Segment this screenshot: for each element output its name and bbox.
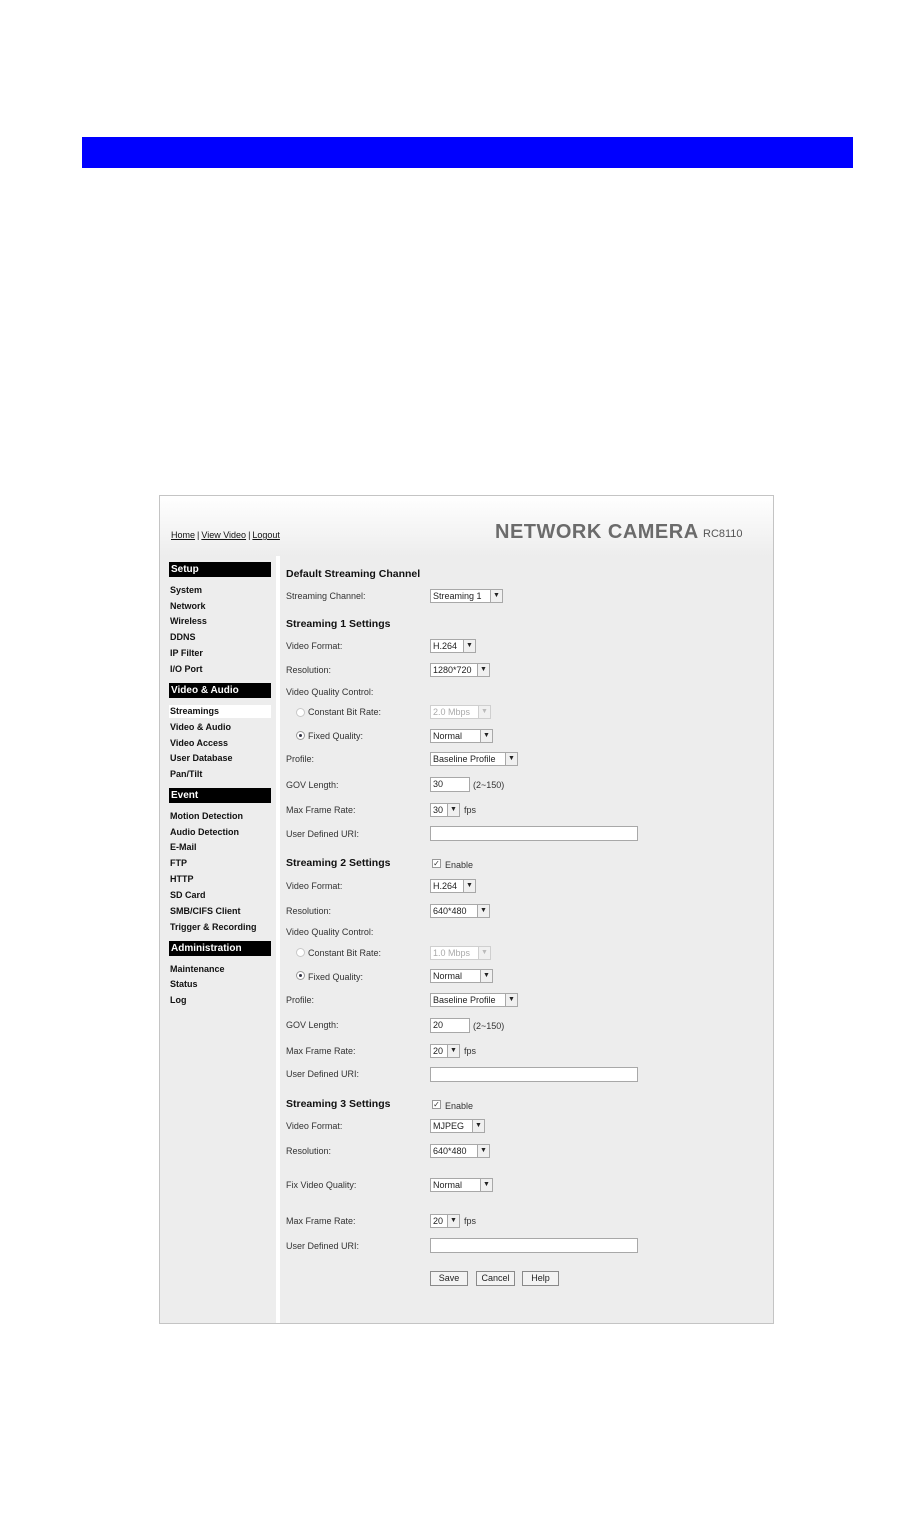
sidebar-item-io-port[interactable]: I/O Port bbox=[170, 664, 203, 674]
dropdown-arrow-icon: ▼ bbox=[463, 640, 475, 652]
stream3-resolution-select[interactable] bbox=[430, 1144, 490, 1158]
stream3-fix-quality-select[interactable] bbox=[430, 1178, 493, 1192]
dropdown-arrow-icon: ▼ bbox=[478, 706, 490, 718]
sidebar-nav bbox=[160, 556, 276, 1323]
stream1-gov-input[interactable]: 30 bbox=[430, 777, 470, 792]
dropdown-arrow-icon: ▼ bbox=[447, 1215, 459, 1227]
stream1-heading: Streaming 1 Settings bbox=[286, 618, 391, 630]
stream2-video-format-select[interactable] bbox=[430, 879, 476, 893]
sidebar-item-audio-detection[interactable]: Audio Detection bbox=[170, 827, 239, 837]
stream2-heading: Streaming 2 Settings bbox=[286, 857, 391, 869]
sidebar-item-video-audio[interactable]: Video & Audio bbox=[170, 722, 232, 732]
stream1-profile-select[interactable] bbox=[430, 752, 518, 766]
model-number: RC8110 bbox=[703, 528, 743, 540]
sidebar-section-setup: Setup bbox=[169, 562, 271, 577]
sidebar-item-network[interactable]: Network bbox=[170, 601, 206, 611]
stream2-cbr-radio[interactable] bbox=[296, 948, 305, 957]
dropdown-arrow-icon: ▼ bbox=[447, 1045, 459, 1057]
stream3-enable-checkbox[interactable]: ✓ bbox=[433, 1100, 440, 1109]
select-value: 640*480 bbox=[433, 906, 467, 916]
select-value: 1280*720 bbox=[433, 665, 472, 675]
select-value: 1.0 Mbps bbox=[433, 948, 471, 958]
link-separator: | bbox=[197, 530, 200, 540]
home-link[interactable]: Home bbox=[171, 530, 196, 540]
select-value: Normal bbox=[433, 1180, 463, 1190]
stream1-cbr-radio[interactable] bbox=[296, 708, 305, 717]
dropdown-arrow-icon: ▼ bbox=[447, 804, 459, 816]
blue-title-banner bbox=[82, 137, 853, 168]
sidebar-item-trigger-recording[interactable]: Trigger & Recording bbox=[170, 922, 257, 932]
stream3-fix-quality-label: Fix Video Quality: bbox=[286, 1180, 357, 1190]
select-value: 20 bbox=[433, 1046, 444, 1056]
select-value: Streaming 1 bbox=[433, 591, 482, 601]
streaming-settings-form bbox=[286, 556, 766, 1316]
top-links bbox=[171, 530, 280, 540]
select-value: MJPEG bbox=[433, 1121, 465, 1131]
stream3-enable-label: Enable bbox=[445, 1101, 474, 1111]
default-channel-heading: Default Streaming Channel bbox=[286, 568, 421, 580]
dropdown-arrow-icon: ▼ bbox=[463, 880, 475, 892]
stream2-profile-select[interactable] bbox=[430, 993, 518, 1007]
sidebar-section-administration: Administration bbox=[169, 941, 271, 956]
stream2-uri-label: User Defined URI: bbox=[286, 1069, 360, 1079]
stream2-gov-input[interactable]: 20 bbox=[430, 1018, 470, 1033]
dropdown-arrow-icon: ▼ bbox=[477, 664, 489, 676]
select-value: Baseline Profile bbox=[433, 754, 496, 764]
select-value: 640*480 bbox=[433, 1146, 467, 1156]
stream3-fps-label: Max Frame Rate: bbox=[286, 1216, 356, 1226]
dropdown-arrow-icon: ▼ bbox=[505, 753, 517, 765]
sidebar-divider bbox=[276, 556, 280, 1323]
dropdown-arrow-icon: ▼ bbox=[480, 730, 492, 742]
camera-settings-window bbox=[159, 495, 774, 1324]
sidebar-item-status[interactable]: Status bbox=[170, 979, 198, 989]
stream2-fixed-quality-select[interactable] bbox=[430, 969, 493, 983]
sidebar-item-email[interactable]: E-Mail bbox=[170, 842, 197, 852]
stream3-heading: Streaming 3 Settings bbox=[286, 1098, 391, 1110]
stream2-fps-select[interactable] bbox=[430, 1044, 460, 1058]
stream3-video-format-label: Video Format: bbox=[286, 1121, 343, 1131]
streaming-channel-label: Streaming Channel: bbox=[286, 591, 366, 601]
sidebar-item-sd-card[interactable]: SD Card bbox=[170, 890, 206, 900]
dropdown-arrow-icon: ▼ bbox=[480, 970, 492, 982]
sidebar-item-streamings[interactable]: Streamings bbox=[169, 705, 271, 718]
sidebar-item-http[interactable]: HTTP bbox=[170, 874, 194, 884]
stream1-cbr-select[interactable] bbox=[430, 705, 491, 719]
stream1-cbr-label: Constant Bit Rate: bbox=[308, 707, 382, 717]
page-header bbox=[160, 496, 773, 556]
stream1-gov-range: (2~150) bbox=[473, 780, 505, 790]
select-value: 30 bbox=[433, 805, 444, 815]
help-button[interactable]: Help bbox=[522, 1271, 559, 1286]
sidebar-item-video-access[interactable]: Video Access bbox=[170, 738, 229, 748]
stream2-fps-label: Max Frame Rate: bbox=[286, 1046, 356, 1056]
select-value: 2.0 Mbps bbox=[433, 707, 471, 717]
stream2-gov-range: (2~150) bbox=[473, 1021, 505, 1031]
stream1-gov-label: GOV Length: bbox=[286, 780, 339, 790]
select-value: Normal bbox=[433, 731, 463, 741]
sidebar-item-system[interactable]: System bbox=[170, 585, 203, 595]
stream2-fps-unit: fps bbox=[464, 1046, 477, 1056]
dropdown-arrow-icon: ▼ bbox=[477, 1145, 489, 1157]
stream1-profile-label: Profile: bbox=[286, 754, 315, 764]
select-value: H.264 bbox=[433, 881, 458, 891]
stream1-quality-control-label: Video Quality Control: bbox=[286, 687, 374, 697]
sidebar-section-event: Event bbox=[169, 788, 271, 803]
stream2-uri-input[interactable] bbox=[430, 1067, 638, 1082]
save-button[interactable]: Save bbox=[430, 1271, 468, 1286]
stream2-profile-label: Profile: bbox=[286, 995, 315, 1005]
stream1-fps-select[interactable] bbox=[430, 803, 460, 817]
stream2-resolution-label: Resolution: bbox=[286, 906, 332, 916]
stream3-video-format-select[interactable] bbox=[430, 1119, 485, 1133]
stream2-cbr-label: Constant Bit Rate: bbox=[308, 948, 382, 958]
stream1-fps-label: Max Frame Rate: bbox=[286, 805, 356, 815]
stream2-quality-control-label: Video Quality Control: bbox=[286, 927, 374, 937]
stream2-fixed-quality-label: Fixed Quality: bbox=[308, 972, 364, 982]
dropdown-arrow-icon: ▼ bbox=[480, 1179, 492, 1191]
dropdown-arrow-icon: ▼ bbox=[472, 1120, 484, 1132]
stream1-video-format-label: Video Format: bbox=[286, 641, 343, 651]
stream3-fps-select[interactable] bbox=[430, 1214, 460, 1228]
stream3-uri-input[interactable] bbox=[430, 1238, 638, 1253]
stream2-video-format-label: Video Format: bbox=[286, 881, 343, 891]
select-value: Baseline Profile bbox=[433, 995, 496, 1005]
view-video-link[interactable]: View Video bbox=[201, 530, 247, 540]
stream1-resolution-select[interactable] bbox=[430, 663, 490, 677]
sidebar-item-log[interactable]: Log bbox=[170, 995, 187, 1005]
sidebar-section-video-audio: Video & Audio bbox=[169, 683, 271, 698]
streaming-channel-select[interactable] bbox=[430, 589, 503, 603]
stream2-fixed-quality-radio[interactable] bbox=[296, 971, 305, 980]
sidebar-item-motion-detection[interactable]: Motion Detection bbox=[170, 811, 243, 821]
cancel-button[interactable]: Cancel bbox=[476, 1271, 515, 1286]
dropdown-arrow-icon: ▼ bbox=[477, 905, 489, 917]
stream3-uri-label: User Defined URI: bbox=[286, 1241, 360, 1251]
stream1-fixed-quality-label: Fixed Quality: bbox=[308, 731, 364, 741]
sidebar-item-ftp[interactable]: FTP bbox=[170, 858, 187, 868]
stream1-video-format-select[interactable] bbox=[430, 639, 476, 653]
dropdown-arrow-icon: ▼ bbox=[478, 947, 490, 959]
stream1-fps-unit: fps bbox=[464, 805, 477, 815]
sidebar-item-user-database[interactable]: User Database bbox=[170, 753, 233, 763]
stream2-enable-label: Enable bbox=[445, 860, 474, 870]
logout-link[interactable]: Logout bbox=[252, 530, 280, 540]
stream1-uri-input[interactable] bbox=[430, 826, 638, 841]
stream3-fps-unit: fps bbox=[464, 1216, 477, 1226]
select-value: 20 bbox=[433, 1216, 444, 1226]
select-value: Normal bbox=[433, 971, 463, 981]
sidebar-item-wireless[interactable]: Wireless bbox=[170, 616, 207, 626]
stream1-fixed-quality-select[interactable] bbox=[430, 729, 493, 743]
select-value: H.264 bbox=[433, 641, 458, 651]
dropdown-arrow-icon: ▼ bbox=[490, 590, 502, 602]
dropdown-arrow-icon: ▼ bbox=[505, 994, 517, 1006]
sidebar-item-ddns[interactable]: DDNS bbox=[170, 632, 196, 642]
sidebar-item-pan-tilt[interactable]: Pan/Tilt bbox=[170, 769, 203, 779]
stream2-cbr-select[interactable] bbox=[430, 946, 491, 960]
stream2-gov-label: GOV Length: bbox=[286, 1020, 339, 1030]
stream1-resolution-label: Resolution: bbox=[286, 665, 332, 675]
sidebar-item-smb-cifs-client[interactable]: SMB/CIFS Client bbox=[170, 906, 241, 916]
brand-title: NETWORK CAMERA bbox=[495, 521, 699, 543]
sidebar-item-maintenance[interactable]: Maintenance bbox=[170, 964, 225, 974]
stream2-resolution-select[interactable] bbox=[430, 904, 490, 918]
sidebar-item-ip-filter[interactable]: IP Filter bbox=[170, 648, 203, 658]
stream3-resolution-label: Resolution: bbox=[286, 1146, 332, 1156]
stream1-fixed-quality-radio[interactable] bbox=[296, 731, 305, 740]
stream1-uri-label: User Defined URI: bbox=[286, 829, 360, 839]
link-separator: | bbox=[248, 530, 251, 540]
stream2-enable-checkbox[interactable]: ✓ bbox=[433, 859, 440, 868]
